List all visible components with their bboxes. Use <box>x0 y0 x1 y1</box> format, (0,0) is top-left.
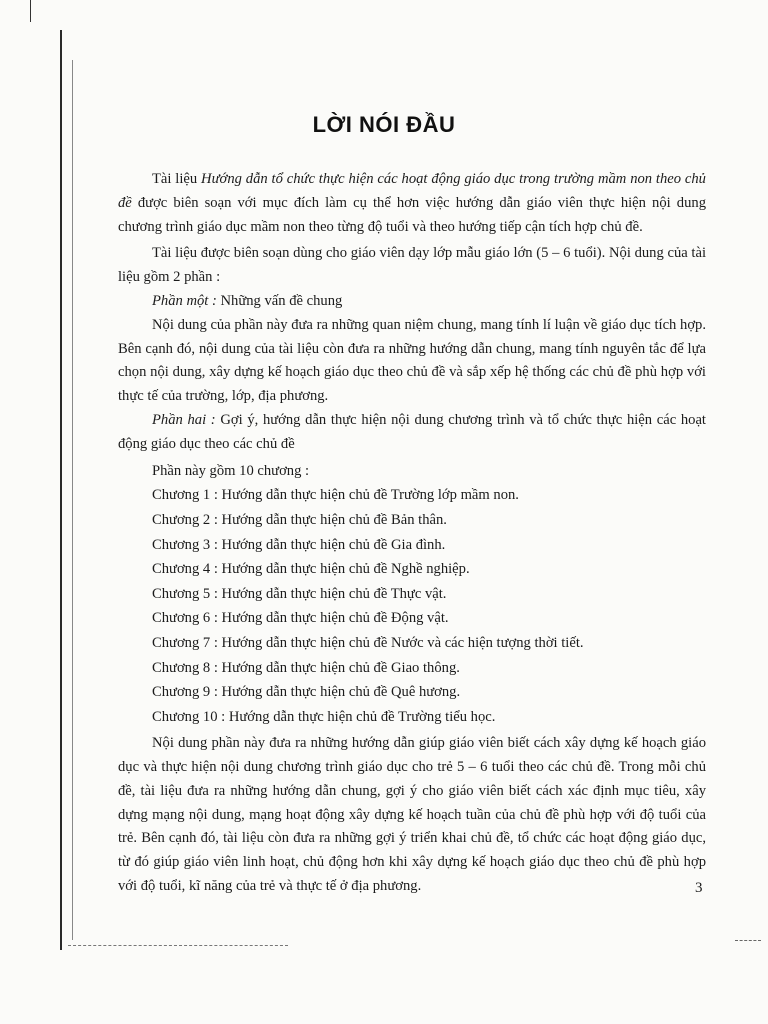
part-two-heading <box>118 409 706 457</box>
part-one-paragraph: Nội dung của phần này đưa ra những quan niệm chung, mang tính lí luận về giáo dục tích hợp. Bên cạnh đó, nội dung của tài liệu còn đưa ra những hướng dẫn chung, mang tính nguyên tắc để lựa chọn nội dung, xây dựng kế hoạch giáo dục theo chủ đề và sắp xếp hệ thống các chủ đề phù hợp với thực tế của trường, lớp, địa phương. <box>118 316 706 405</box>
intro-lead: Tài liệu <box>152 171 202 187</box>
page-body <box>118 168 706 899</box>
chapter-item: Chương 7 : Hướng dẫn thực hiện chủ đề Nước và các hiện tượng thời tiết. <box>152 634 584 651</box>
part-one-title: Những vấn đề chung <box>216 292 343 309</box>
chapter-item: Chương 3 : Hướng dẫn thực hiện chủ đề Gia đình. <box>152 536 446 553</box>
scan-right-mark <box>735 940 761 941</box>
chapter-item: Chương 10 : Hướng dẫn thực hiện chủ đề Trường tiểu học. <box>152 708 496 725</box>
intro-paragraph <box>118 168 706 239</box>
chapter-item: Chương 2 : Hướng dẫn thực hiện chủ đề Bản thân. <box>152 511 447 528</box>
document-title-italic: Hướng dẫn tổ chức thực hiện các hoạt động giáo dục trong trường mầm non theo chủ đề <box>118 171 706 211</box>
part-one-label: Phần một : <box>152 292 217 309</box>
chapter-list <box>118 483 706 729</box>
page-title: LỜI NÓI ĐẦU <box>312 112 456 137</box>
chapters-intro: Phần này gồm 10 chương : <box>152 462 310 479</box>
chapter-item: Chương 9 : Hướng dẫn thực hiện chủ đề Quê hương. <box>152 684 461 701</box>
chapter-item: Chương 6 : Hướng dẫn thực hiện chủ đề Động vật. <box>152 610 449 627</box>
chapter-item: Chương 5 : Hướng dẫn thực hiện chủ đề Thực vật. <box>152 585 447 602</box>
part-two-label: Phần hai : <box>152 411 216 428</box>
closing-paragraph: Nội dung phần này đưa ra những hướng dẫn giúp giáo viên biết cách xây dựng kế hoạch giáo dục và thực hiện nội dung chương trình giáo dục cho trẻ 5 – 6 tuổi theo các chủ đề. Trong mỗi chủ đề, tài liệu đưa ra những hướng dẫn chung, gợi ý cho giáo viên biết cách xác định mục tiêu, xây dựng mạng nội dung, mạng hoạt động xây dựng kế hoạch tuần của chủ đề phù hợp với độ tuổi của trẻ. Bên cạnh đó, tài liệu còn đưa ra những gợi ý triển khai chủ đề, tổ chức các hoạt động giáo dục, từ đó giúp giáo viên linh hoạt, chủ động hơn khi xây dựng kế hoạch giáo dục theo chủ đề phù hợp với độ tuổi, kĩ năng của trẻ và thực tế ở địa phương. <box>118 735 706 895</box>
page-number: 3 <box>695 880 703 896</box>
scope-paragraph: Tài liệu được biên soạn dùng cho giáo viên dạy lớp mẫu giáo lớn (5 – 6 tuổi). Nội dung của tài liệu gồm 2 phần : <box>118 245 706 286</box>
scan-bottom-line <box>68 945 288 946</box>
binding-edge-line <box>60 30 62 950</box>
chapter-item: Chương 8 : Hướng dẫn thực hiện chủ đề Giao thông. <box>152 659 460 676</box>
binding-edge-shadow <box>72 60 73 940</box>
part-two-title: Gợi ý, hướng dẫn thực hiện nội dung chương trình và tổ chức thực hiện các hoạt động giáo dục theo các chủ đề <box>118 411 706 452</box>
chapter-item: Chương 1 : Hướng dẫn thực hiện chủ đề Trường lớp mầm non. <box>152 487 519 504</box>
scan-mark <box>30 0 31 22</box>
part-one-heading <box>118 290 706 314</box>
chapter-item: Chương 4 : Hướng dẫn thực hiện chủ đề Nghề nghiệp. <box>152 561 470 578</box>
intro-rest: được biên soạn với mục đích làm cụ thể hơn việc hướng dẫn giáo viên thực hiện nội dung chương trình giáo dục mầm non theo từng độ tuổi và theo hướng tiếp cận tích hợp chủ đề. <box>118 194 706 235</box>
